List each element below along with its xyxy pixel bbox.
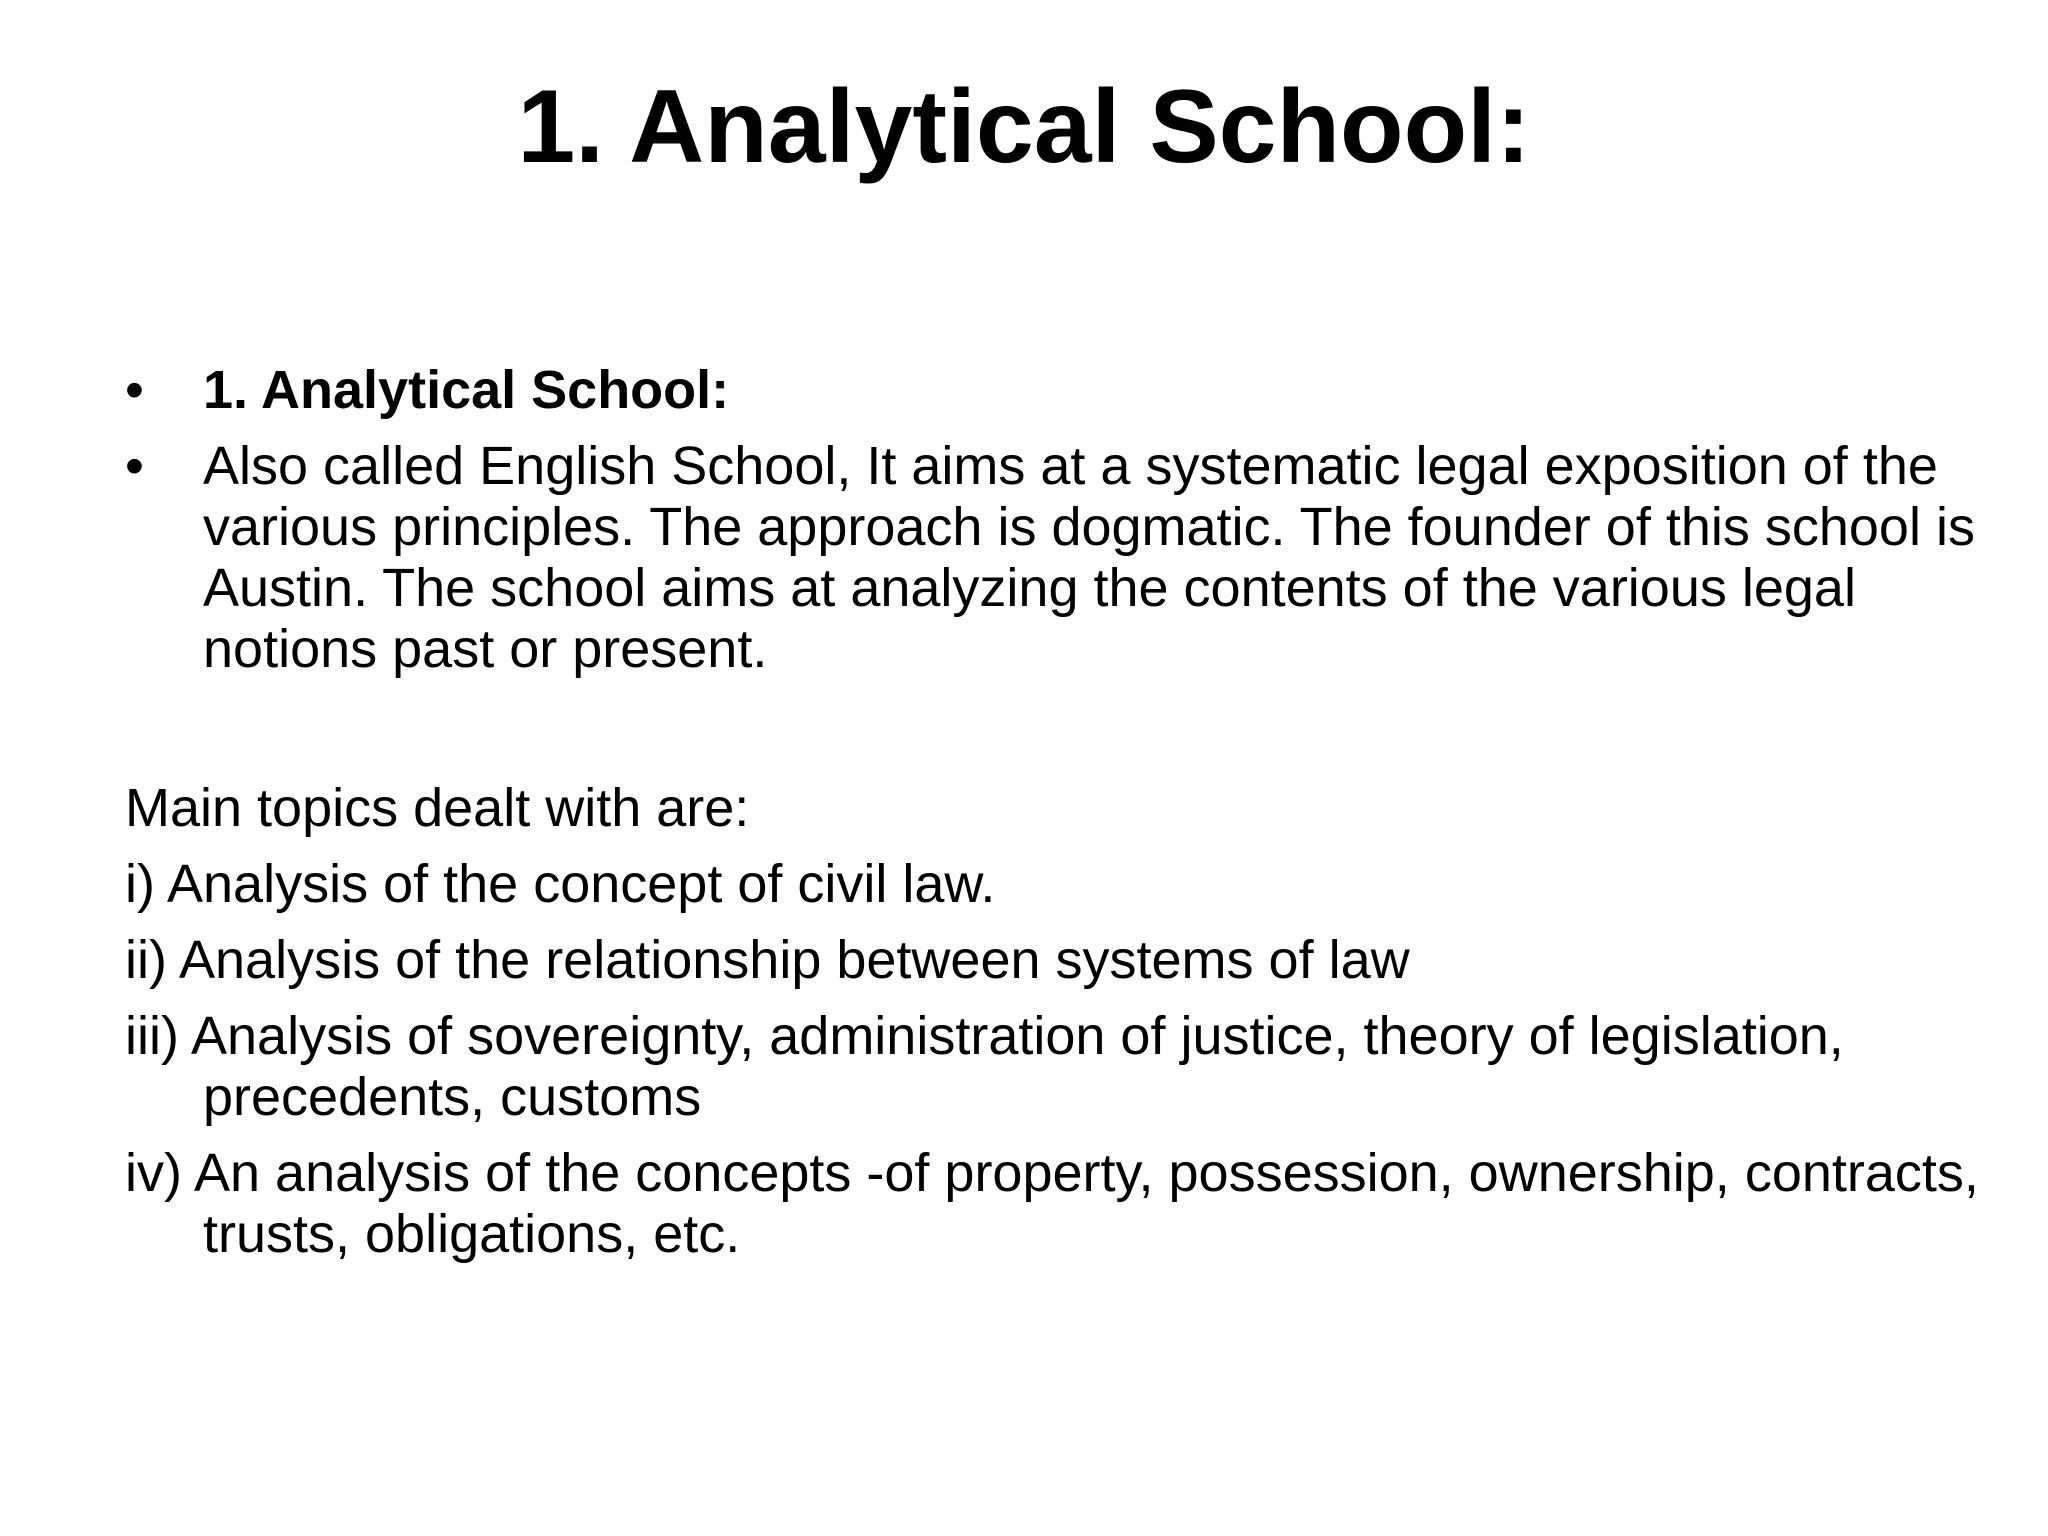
slide-title: 1. Analytical School: — [517, 69, 1531, 185]
bullet-text: Also called English School, It aims at a systematic legal exposition of the various principles. The approach is dogmatic. The founder of this school is Austin. The school aims at analyzing the contents of the various legal notions past or present. — [203, 436, 1975, 679]
bullet-item — [125, 360, 1985, 421]
bullet-dot-icon: • — [125, 360, 144, 420]
bullet-item — [125, 436, 1985, 680]
bullet-text: 1. Analytical School: — [203, 360, 730, 420]
topic-item: iii) Analysis of sovereignty, administration of justice, theory of legislation, precedents, customs — [125, 1006, 1844, 1127]
bullet-dot-icon: • — [125, 436, 144, 496]
topic-item: iv) An analysis of the concepts -of property, possession, ownership, contracts, trusts, obligations, etc. — [125, 1143, 1979, 1264]
topic-item: i) Analysis of the concept of civil law. — [125, 854, 996, 914]
topic-item: ii) Analysis of the relationship between systems of law — [125, 930, 1410, 990]
topics-heading: Main topics dealt with are: — [125, 778, 750, 838]
topics-section — [125, 778, 1985, 1265]
slide-body — [125, 360, 1985, 1280]
